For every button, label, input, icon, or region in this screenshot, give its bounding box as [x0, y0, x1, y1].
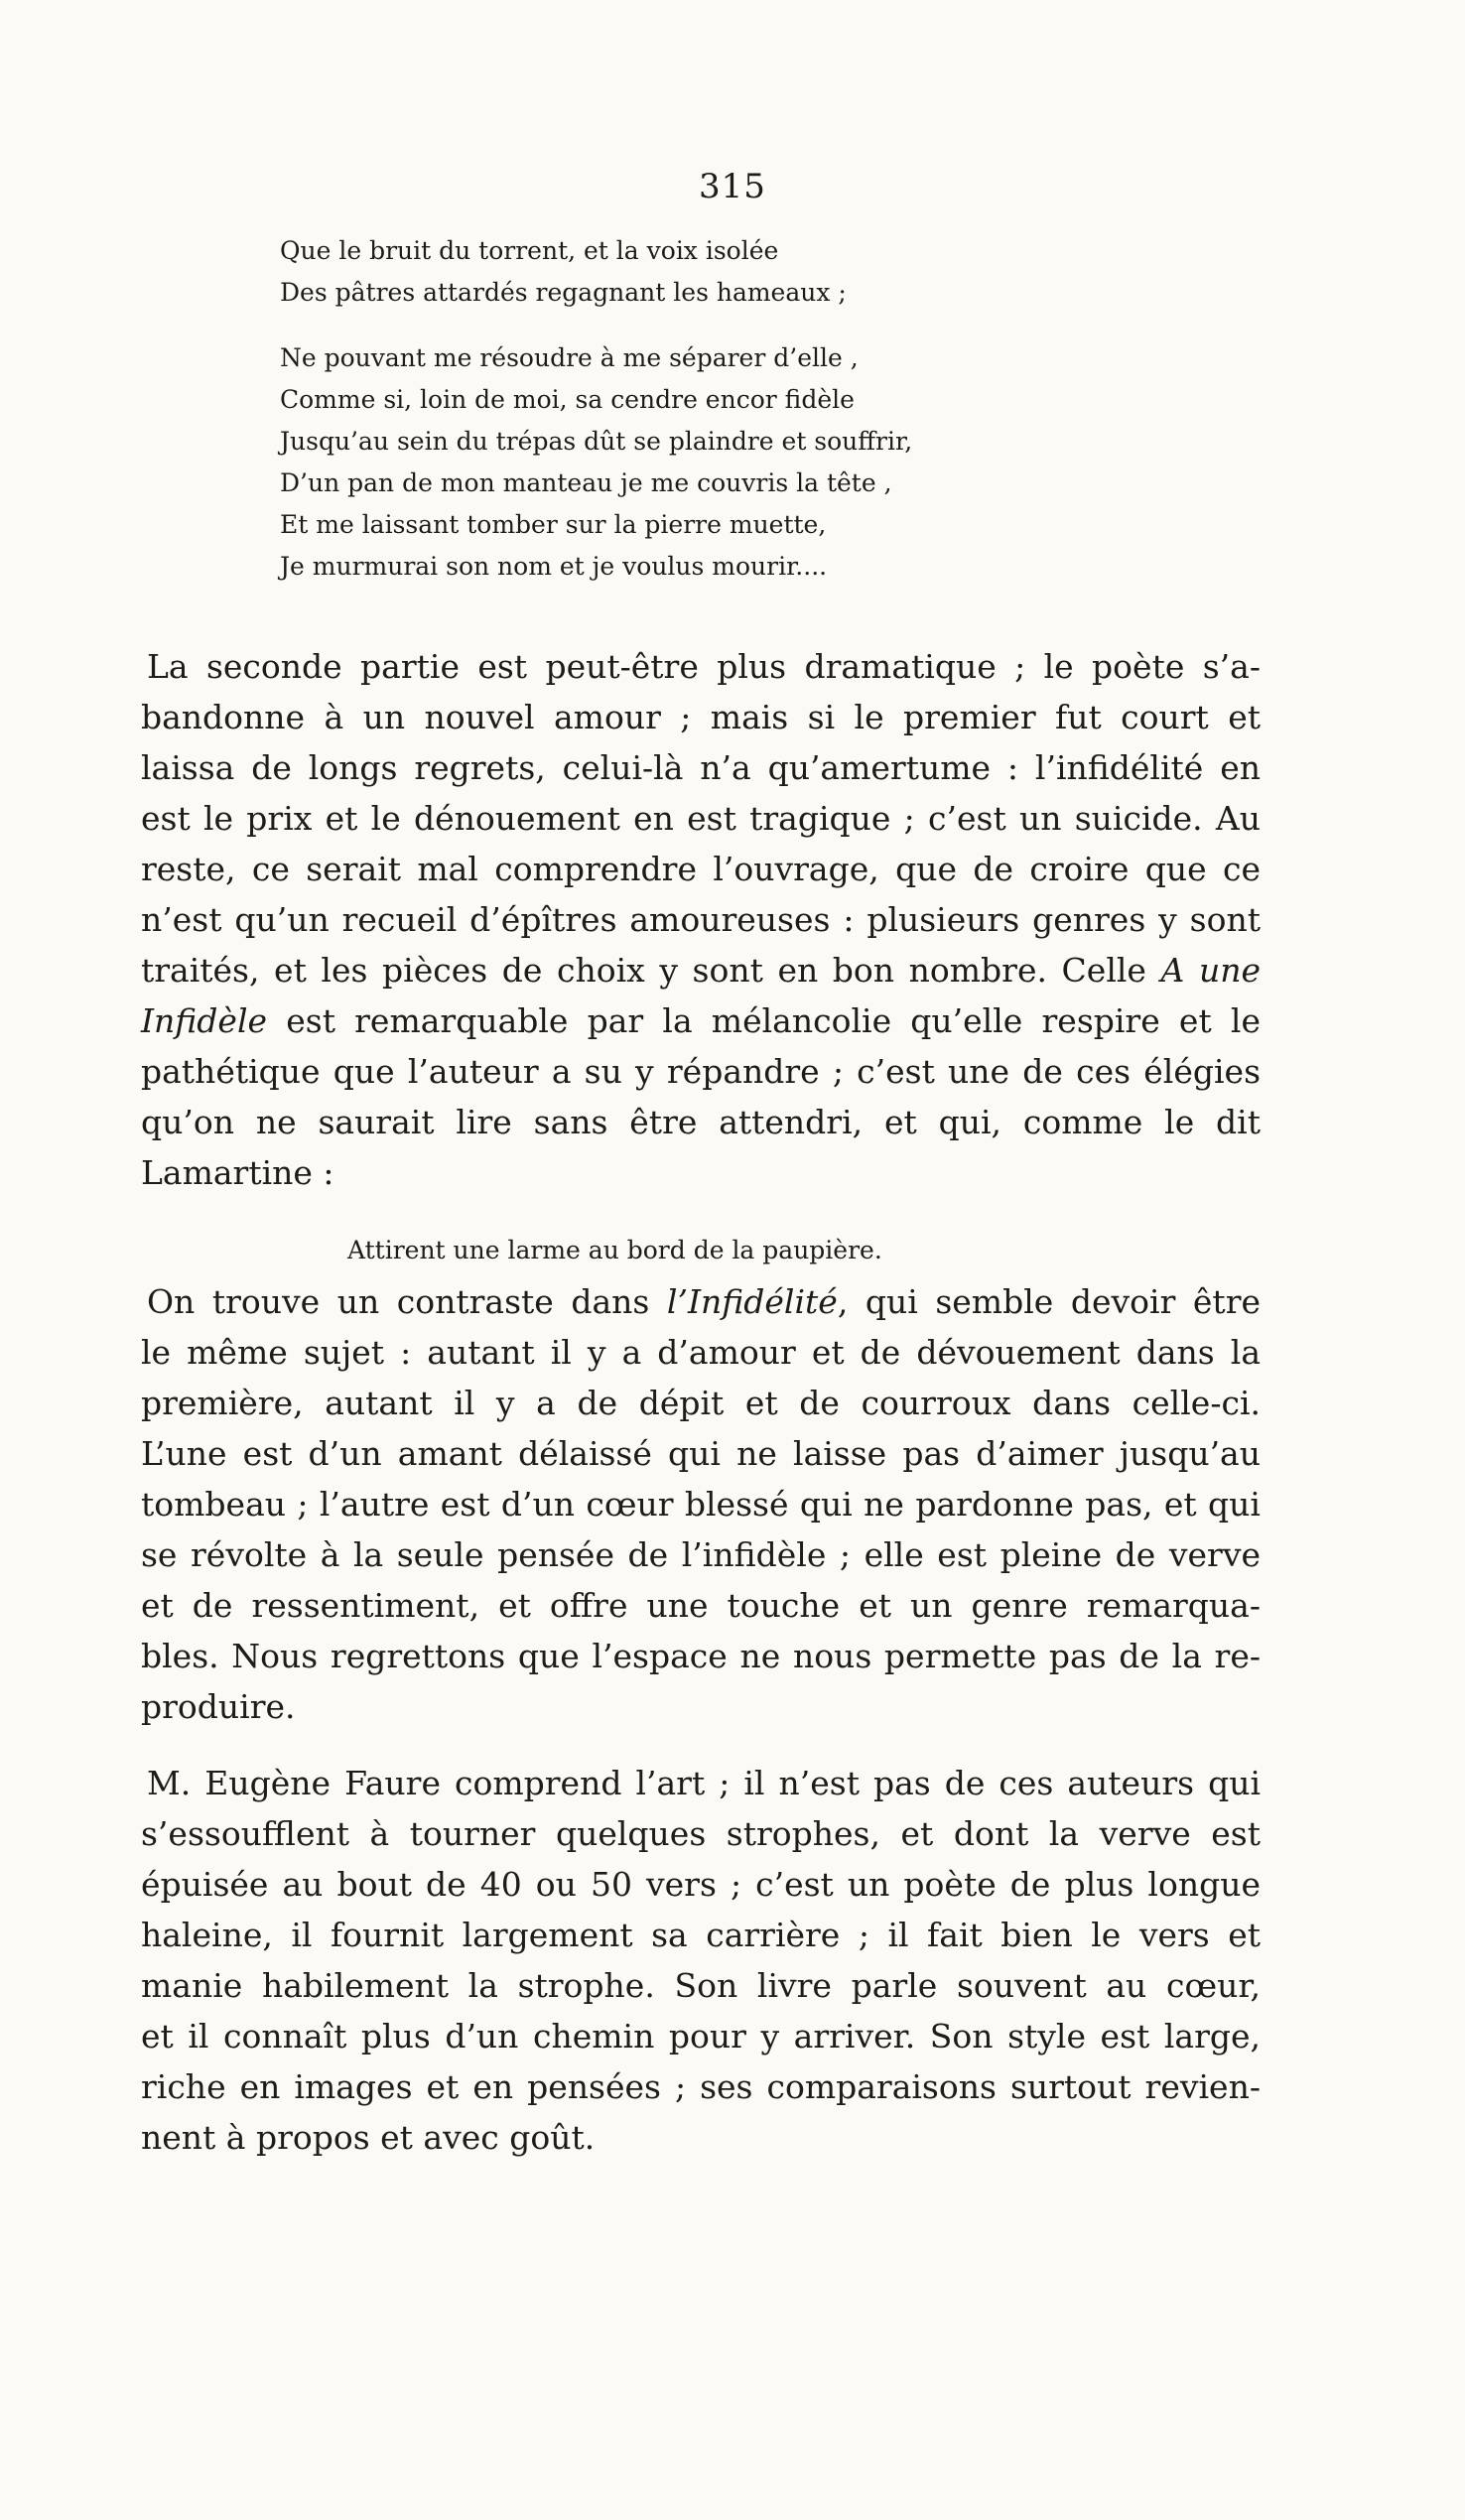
text-line [141, 945, 1261, 995]
text-line: L’une est d’un amant délaissé qui ne laisse pas d’aimer jusqu’au [141, 1434, 1261, 1473]
paragraph-3 [141, 1758, 1261, 2163]
text-line: se révolte à la seule pensée de l’infidèle ; elle est pleine de verve [141, 1535, 1261, 1574]
page-number: 315 [699, 167, 766, 206]
text-line: épuisée au bout de 40 ou 50 vers ; c’est un poète de plus longue [141, 1865, 1261, 1904]
verse-line: Que le bruit du torrent, et la voix isolée [280, 236, 779, 265]
text-line: et de ressentiment, et offre une touche et un genre remarqua- [141, 1586, 1261, 1625]
text-line: La seconde partie est peut-être plus dramatique ; le poète s’a- [147, 647, 1261, 686]
text-line: laissa de longs regrets, celui-là n’a qu’amertume : l’infidélité en [141, 748, 1261, 787]
text-line [141, 1276, 1261, 1327]
text-line: qu’on ne saurait lire sans être attendri, et qui, comme le dit [141, 1103, 1261, 1141]
paragraph-2 [141, 1276, 1261, 1732]
text-fragment: On trouve un contraste dans [147, 1282, 667, 1321]
text-line: première, autant il y a de dépit et de courroux dans celle-ci. [141, 1384, 1261, 1422]
verse-line: Des pâtres attardés regagnant les hameaux ; [280, 278, 847, 307]
verse-stanza-2 [280, 337, 1074, 588]
text-line: riche en images et en pensées ; ses comparaisons surtout revien- [141, 2067, 1261, 2106]
text-line: reste, ce serait mal comprendre l’ouvrage, que de croire que ce [141, 850, 1261, 888]
verse-line: D’un pan de mon manteau je me couvris la tête , [280, 468, 892, 497]
text-line: manie habilement la strophe. Son livre parle souvent au cœur, [141, 1966, 1261, 2005]
verse-line: Et me laissant tomber sur la pierre muette, [280, 510, 827, 539]
text-line: s’essoufflent à tourner quelques strophes, et dont la verve est [141, 1814, 1261, 1853]
text-line [141, 995, 1261, 1046]
text-fragment: , qui semble devoir être [837, 1282, 1261, 1321]
text-line: et il connaît plus d’un chemin pour y arriver. Son style est large, [141, 2017, 1261, 2056]
verse-stanza-1 [280, 230, 1074, 314]
italic-title-fragment: l’Infidélité [666, 1282, 838, 1321]
text-fragment: est remarquable par la mélancolie qu’elle respire et le [286, 1001, 1261, 1040]
text-line: produire. [141, 1687, 296, 1726]
verse-line: Jusqu’au sein du trépas dût se plaindre et souffrir, [280, 427, 913, 456]
verse-line: Comme si, loin de moi, sa cendre encor fidèle [280, 385, 855, 414]
text-line: n’est qu’un recueil d’épîtres amoureuses : plusieurs genres y sont [141, 900, 1261, 939]
text-line: haleine, il fournit largement sa carrière ; il fait bien le vers et [141, 1916, 1261, 1954]
text-fragment: traités, et les pièces de choix y sont en bon nombre. Celle [141, 951, 1146, 990]
text-line: bandonne à un nouvel amour ; mais si le premier fut court et [141, 698, 1261, 736]
text-line: le même sujet : autant il y a d’amour et de dévouement dans la [141, 1333, 1261, 1372]
text-line: M. Eugène Faure comprend l’art ; il n’est pas de ces auteurs qui [147, 1764, 1261, 1802]
verse-line: Ne pouvant me résoudre à me séparer d’elle , [280, 343, 859, 372]
text-line: est le prix et le dénouement en est tragique ; c’est un suicide. Au [141, 799, 1261, 838]
text-line: Lamartine : [141, 1153, 334, 1192]
italic-title-fragment: A une [1160, 951, 1261, 990]
text-line: tombeau ; l’autre est d’un cœur blessé qui ne pardonne pas, et qui [141, 1485, 1261, 1524]
text-line: bles. Nous regrettons que l’espace ne nous permette pas de la re- [141, 1637, 1261, 1675]
verse-line: Je murmurai son nom et je voulus mourir.... [280, 552, 828, 581]
text-line: pathétique que l’auteur a su y répandre ; c’est une de ces élégies [141, 1052, 1261, 1091]
italic-title-fragment: Infidèle [141, 1001, 268, 1040]
text-line: nent à propos et avec goût. [141, 2118, 596, 2157]
quoted-verse: Attirent une larme au bord de la paupière. [347, 1236, 882, 1264]
paragraph-1 [141, 641, 1261, 1198]
